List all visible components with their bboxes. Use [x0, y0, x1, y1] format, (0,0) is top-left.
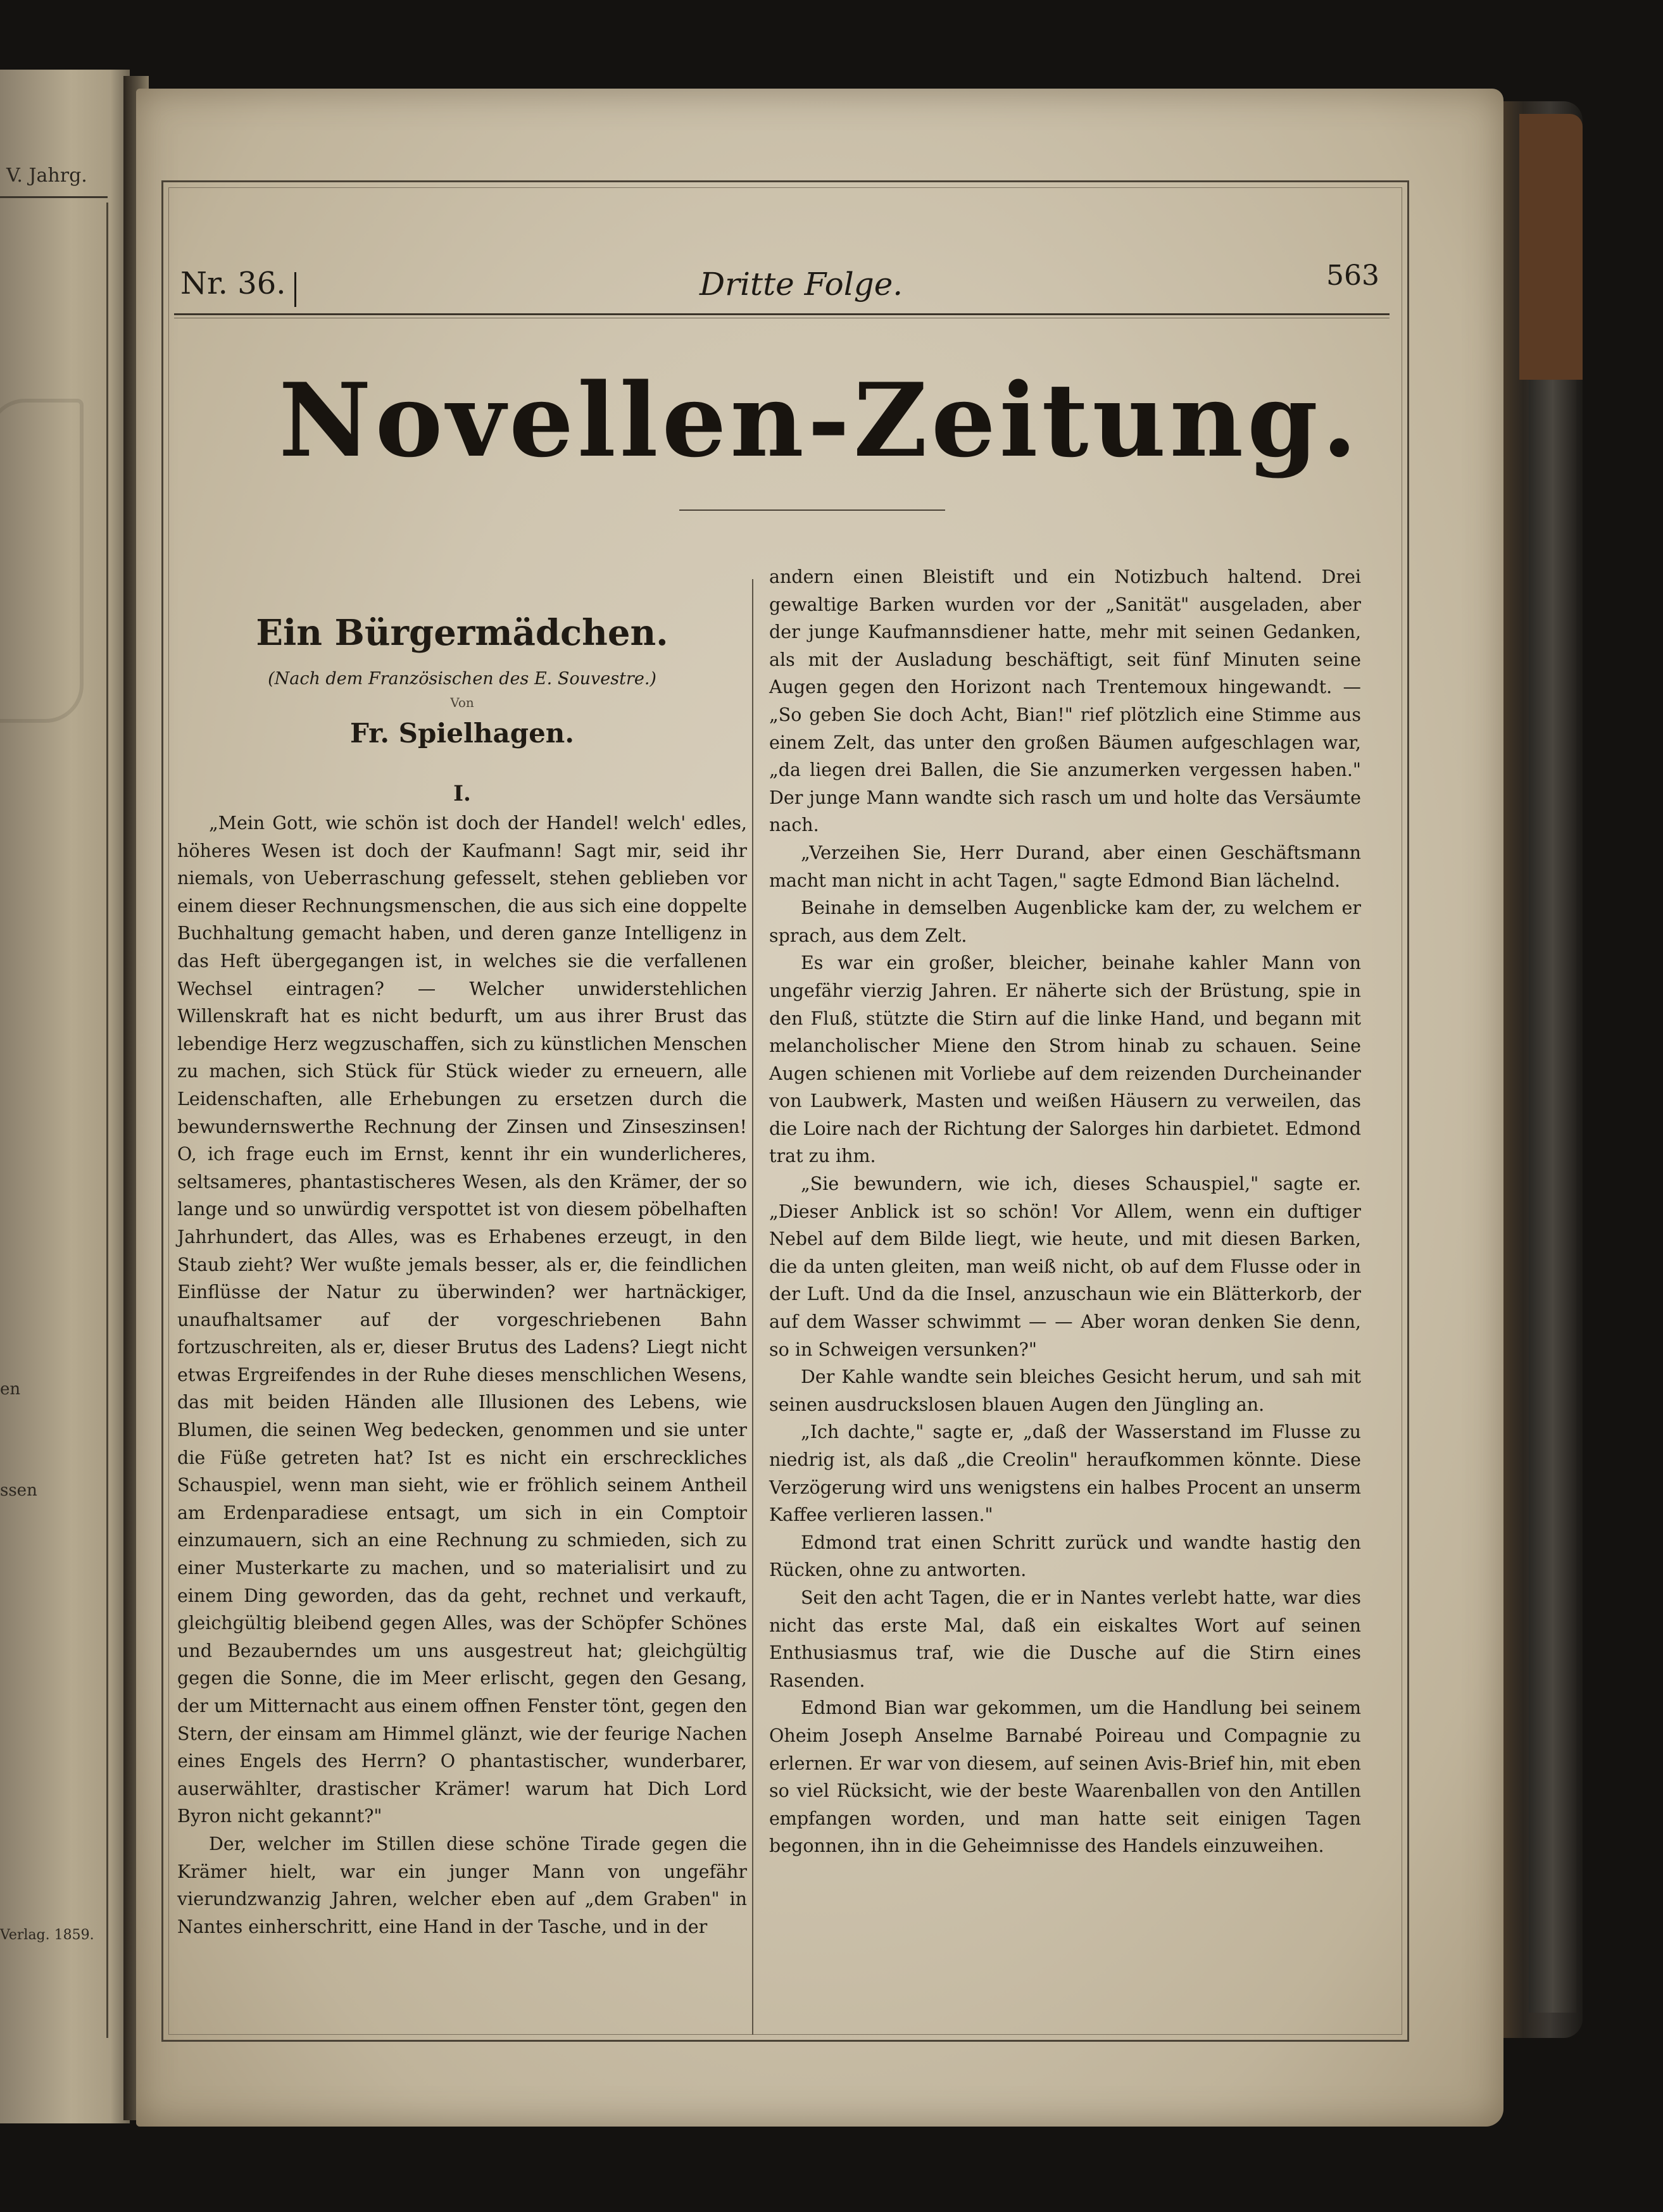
paragraph: Edmond trat einen Schritt zurück und wandte hastig den Rücken, ohne zu antworten. — [769, 1532, 1361, 1581]
left-page-ornament — [0, 399, 84, 723]
page-number: 563 — [1326, 259, 1379, 292]
left-page-margin-rule — [106, 203, 108, 2038]
column-divider — [752, 579, 753, 2035]
header-rule — [174, 313, 1390, 315]
newspaper-page — [136, 89, 1503, 2127]
masthead-title: Novellen-Zeitung. — [279, 361, 1361, 480]
left-column — [177, 560, 747, 1940]
paragraph: andern einen Bleistift und ein Notizbuch haltend. Drei gewaltige Barken wurden vor der „Sanität" ausgeladen, aber der junge Kaufmannsdiener hatte, mehr mit seinen Gedanken, als mit der Ausladung beschäftigt, seit fünf Minuten seine Augen gegen den Horizont nach Trentemoux hingewandt. — „So geben Sie doch Acht, Bian!" rief plötzlich eine Stimme aus einem Zelt, das unter den großen Bäumen aufgeschlagen war, „da liegen drei Ballen, die Sie anzumerken vergessen haben." Der junge Mann wandte sich rasch um und holte das Versäumte nach. — [769, 566, 1361, 836]
paragraph: Beinahe in demselben Augenblicke kam der, zu welchem er sprach, aus dem Zelt. — [769, 897, 1361, 946]
paragraph: „Ich dachte," sagte er, „daß der Wasserstand im Flusse zu niedrig ist, als daß „die Creolin" heraufkommen könnte. Diese Verzögerung wird uns wenigstens ein halbes Procent an unserm Kaffee verlieren lassen." — [769, 1422, 1361, 1526]
book-cover-edge — [1529, 127, 1576, 2013]
chapter-number: I. — [453, 781, 471, 806]
issue-divider — [294, 272, 296, 307]
byline-von: Von — [450, 695, 474, 710]
series-label: Dritte Folge. — [700, 266, 903, 303]
paragraph: „Sie bewundern, wie ich, dieses Schauspiel," sagte er. „Dieser Anblick ist so schön! Vor Allem, wenn ein duftiger Nebel auf dem Bilde liegt, wie heute, und mit diesen Barken, die da unten gleiten, man weiß nicht, ob auf dem Flusse oder in der Luft. Und da die Insel, anzuschaun wie ein Blätterkorb, der auf dem Wasser schwimmt — — Aber woran denken Sie denn, so in Schweigen versunken?" — [769, 1173, 1361, 1360]
masthead-rule — [679, 509, 945, 511]
paragraph: Der Kahle wandte sein bleiches Gesicht herum, und sah mit seinen ausdruckslosen blauen Augen den Jüngling an. — [769, 1366, 1361, 1415]
paragraph: Seit den acht Tagen, die er in Nantes verlebt hatte, war dies nicht das erste Mal, daß ein eiskaltes Wort auf seinen Enthusiasmus traf, wie die Dusche auf die Stirn eines Rasenden. — [769, 1587, 1361, 1691]
left-facing-page — [0, 70, 130, 2123]
left-page-header-fragment: V. Jahrg. — [6, 165, 87, 187]
left-page-header-rule — [0, 196, 108, 198]
paragraph: „Mein Gott, wie schön ist doch der Handel! welch' edles, höheres Wesen ist doch der Kaufmann! Sagt mir, seid ihr niemals, von Ueberraschung gefesselt, stehen geblieben vor einem dieser Rechnungsmenschen, die aus sich eine doppelte Buchhaltung gemacht haben, und deren ganze Intelligenz in das Heft übergegangen ist, in welches sie die verfallenen Wechsel eintragen? — Welcher unwiderstehlichen Willenskraft hat es nicht bedurft, um aus ihrer Brust das lebendige Herz wegzuschaffen, sich zu künstlichen Menschen zu machen, sich Stück für Stück wieder zu erneuern, alle Leidenschaften, alle Erhebungen zu ersetzen durch die bewundernswerthe Rechnung der Zinsen und Zinseszinsen! O, ich frage euch im Ernst, kennt ihr ein wunderlicheres, seltsameres, phantastischeres Wesen, als den Krämer, der so lange und so unwürdig verspottet ist von diesem pöbelhaften Jahrhundert, das Alles, was es Erhabenes erzeugt, in den Staub zieht? Wer wußte jemals besser, als er, die feindlichen Einflüsse der Natur zu überwinden? wer hartnäckiger, unaufhaltsamer auf der vorgeschriebenen Bahn fortzuschreiten, als er, dieser Brutus des Ladens? Liegt nicht etwas Ergreifendes in der Ruhe dieses menschlichen Wesens, das mit beiden Händen alle Illusionen des Lebens, wie Blumen, die seinen Weg bedecken, genommen und sie unter die Füße getreten hat? Ist es nicht ein erschreckliches Schauspiel, wenn man sieht, wie er fröhlich seinem Antheil am Erdenparadiese entsagt, um sich in ein Comptoir einzumauern, sich an eine Rechnung zu schmieden, sich zu einer Musterkarte zu machen, und so materialisirt und zu einem Ding geworden, das da geht, rechnet und verkauft, gleichgültig bleibend gegen Alles, was der Schöpfer Schönes und Bezauberndes um uns ausgestreut hat; gleichgültig gegen die Sonne, die im Meer erlischt, gegen den Gesang, der um Mitternacht aus einem offnen Fenster tönt, gegen den Stern, der einsam am Himmel glänzt, wie der feurige Nachen eines Engels des Herrn? O phantastischer, wunderbarer, auserwählter, drastischer Krämer! warum hat Dich Lord Byron nicht gekannt?" — [177, 813, 747, 1827]
issue-number: Nr. 36. — [180, 266, 286, 301]
story-subtitle: (Nach dem Französischen des E. Souvestre.) — [268, 669, 656, 689]
paragraph: Edmond Bian war gekommen, um die Handlung bei seinem Oheim Joseph Anselme Barnabé Poireau und Compagnie zu erlernen. Er war von diesem, auf seinen Avis-Brief hin, mit eben so viel Rücksicht, wie der beste Waarenballen von den Antillen empfangen worden, und man hatte seit einigen Tagen begonnen, ihn in die Geheimnisse des Handels einzuweihen. — [769, 1697, 1361, 1857]
paragraph: Es war ein großer, bleicher, beinahe kahler Mann von ungefähr vierzig Jahren. Er näherte sich der Brüstung, spie in den Fluß, stützte die Stirn auf die linke Hand, und begann mit melancholischer Miene den Strom hinab zu schauen. Seine Augen schienen mit Vorliebe auf dem reizenden Durcheinander von Laubwerk, Masten und weißen Häusern zu verweilen, das die Loire nach der Richtung der Salorges hin darbietet. Edmond trat zu ihm. — [769, 953, 1361, 1167]
story-title: Ein Bürgermädchen. — [256, 612, 668, 654]
paragraph: „Verzeihen Sie, Herr Durand, aber einen Geschäftsmann macht man nicht in acht Tagen," sagte Edmond Bian lächelnd. — [769, 842, 1361, 891]
paragraph: Der, welcher im Stillen diese schöne Tirade gegen die Krämer hielt, war ein junger Mann von ungefähr vierundzwanzig Jahren, welcher eben auf „dem Graben" in Nantes einherschritt, eine Hand in der Tasche, und in der — [177, 1833, 747, 1937]
left-page-footer-fragment: Verlag. 1859. — [0, 1927, 94, 1943]
running-head — [174, 184, 1390, 303]
left-page-margin-fragment-2: ssen — [0, 1481, 37, 1500]
left-page-margin-fragment-1: en — [0, 1380, 21, 1399]
story-author: Fr. Spielhagen. — [350, 718, 574, 749]
right-column — [769, 563, 1361, 1860]
book-leather-corner — [1519, 114, 1583, 380]
